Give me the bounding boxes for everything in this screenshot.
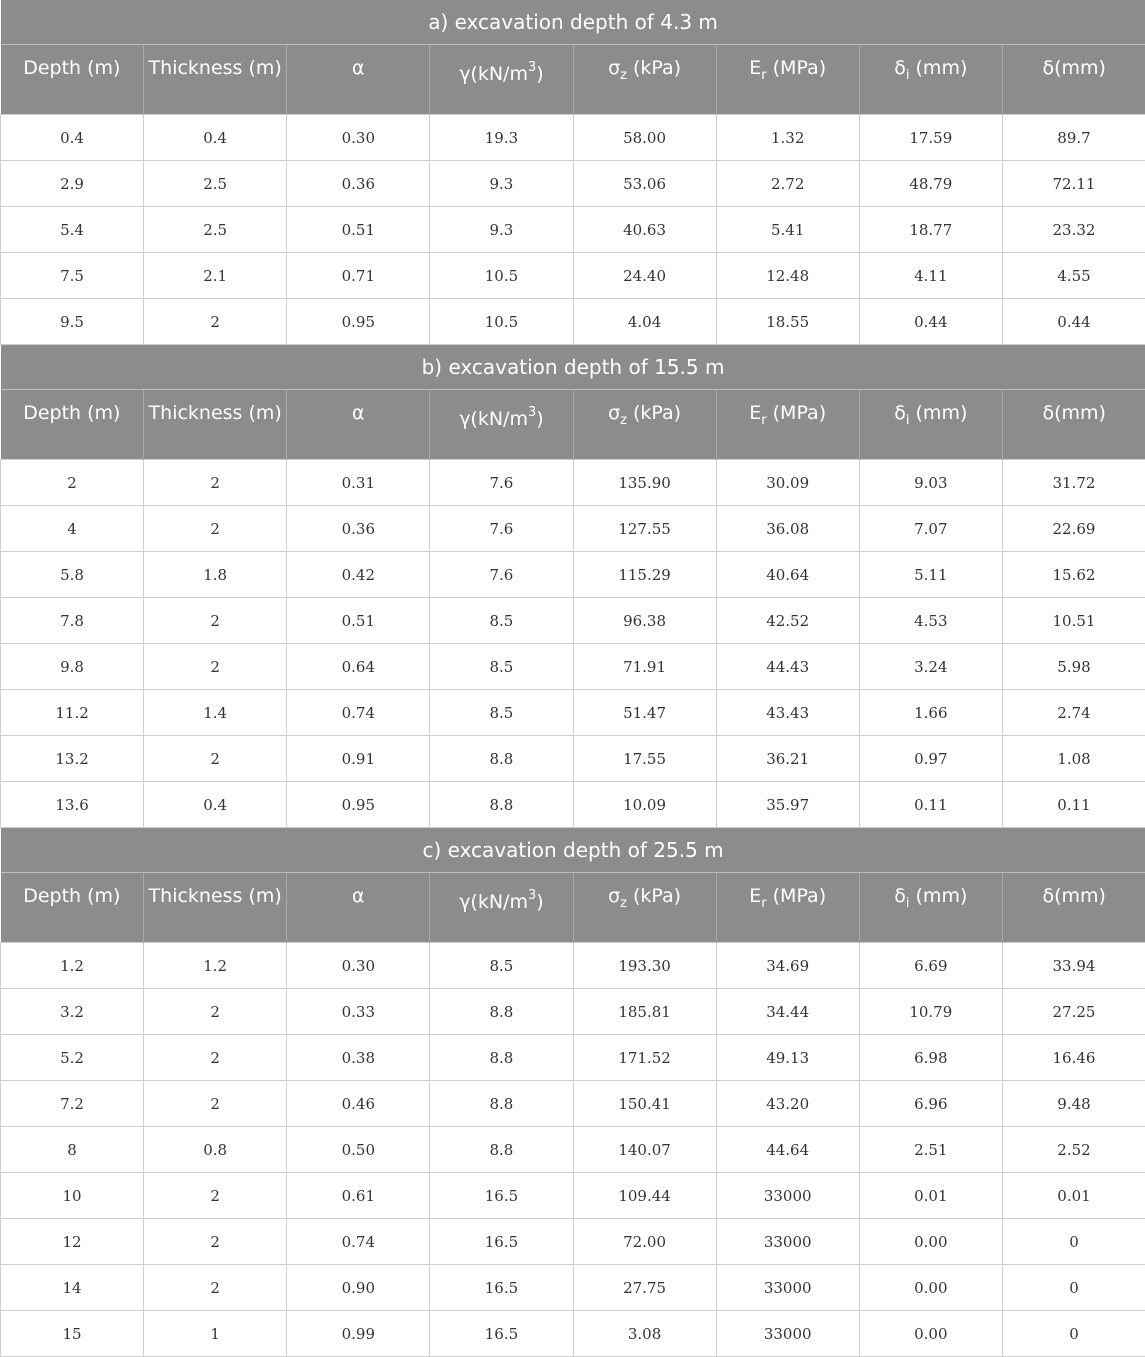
table-cell: 2 xyxy=(144,1081,287,1127)
table-cell: 193.30 xyxy=(573,943,716,989)
table-cell: 7.2 xyxy=(1,1081,144,1127)
table-cell: 2.72 xyxy=(716,161,859,207)
table-row xyxy=(1,1219,1145,1265)
table-cell: 2 xyxy=(144,460,287,506)
table-cell: 4.53 xyxy=(859,598,1002,644)
table-cell: 0.61 xyxy=(287,1173,430,1219)
table-cell: 0.74 xyxy=(287,690,430,736)
table-cell: 33000 xyxy=(716,1173,859,1219)
header-gamma: $\gamma(kN/m^3)$ xyxy=(430,873,573,943)
table-cell: 0.95 xyxy=(287,782,430,828)
header-sigma-z: $\sigma_z$ (kPa) xyxy=(573,873,716,943)
table-row xyxy=(1,1127,1145,1173)
table-cell: 5.2 xyxy=(1,1035,144,1081)
header-gamma: $\gamma(kN/m^3)$ xyxy=(430,390,573,460)
table-cell: 0.30 xyxy=(287,115,430,161)
table-cell: 18.55 xyxy=(716,299,859,345)
header-delta-i: $\delta_i$ (mm) xyxy=(859,45,1002,115)
table-cell: 0.71 xyxy=(287,253,430,299)
table-cell: 16.46 xyxy=(1002,1035,1145,1081)
header-delta-i: $\delta_i$ (mm) xyxy=(859,390,1002,460)
table-cell: 8.8 xyxy=(430,736,573,782)
table-cell: 2 xyxy=(144,989,287,1035)
table-cell: 44.64 xyxy=(716,1127,859,1173)
table-cell: 33.94 xyxy=(1002,943,1145,989)
table-cell: 0.01 xyxy=(1002,1173,1145,1219)
table-cell: 10 xyxy=(1,1173,144,1219)
header-gamma: $\gamma(kN/m^3)$ xyxy=(430,45,573,115)
table-cell: 33000 xyxy=(716,1311,859,1357)
table-row xyxy=(1,299,1145,345)
table-cell: 33000 xyxy=(716,1265,859,1311)
table-cell: 23.32 xyxy=(1002,207,1145,253)
table-cell: 10.09 xyxy=(573,782,716,828)
table-cell: 0.42 xyxy=(287,552,430,598)
table-cell: 4.11 xyxy=(859,253,1002,299)
table-cell: 2.5 xyxy=(144,161,287,207)
table-row xyxy=(1,253,1145,299)
table-cell: 12.48 xyxy=(716,253,859,299)
section-title-row xyxy=(1,345,1145,390)
table-cell: 14 xyxy=(1,1265,144,1311)
table-cell: 72.00 xyxy=(573,1219,716,1265)
table-cell: 0.50 xyxy=(287,1127,430,1173)
table-row xyxy=(1,460,1145,506)
table-row xyxy=(1,736,1145,782)
table-cell: 2.52 xyxy=(1002,1127,1145,1173)
table-cell: 1 xyxy=(144,1311,287,1357)
header-er: $E_r$ (MPa) xyxy=(716,390,859,460)
column-header-row xyxy=(1,390,1145,460)
table-cell: 2 xyxy=(144,299,287,345)
table-cell: 1.8 xyxy=(144,552,287,598)
table-cell: 0.00 xyxy=(859,1311,1002,1357)
table-row xyxy=(1,1311,1145,1357)
table-cell: 0.4 xyxy=(1,115,144,161)
table-cell: 2 xyxy=(1,460,144,506)
table-cell: 1.2 xyxy=(1,943,144,989)
section-title: b) excavation depth of 15.5 m xyxy=(1,345,1145,390)
table-row xyxy=(1,782,1145,828)
table-cell: 9.3 xyxy=(430,161,573,207)
table-cell: 16.5 xyxy=(430,1219,573,1265)
section-title-row xyxy=(1,0,1145,45)
table-cell: 0.95 xyxy=(287,299,430,345)
table-cell: 8.8 xyxy=(430,1081,573,1127)
table-cell: 8.5 xyxy=(430,943,573,989)
table-cell: 6.69 xyxy=(859,943,1002,989)
table-cell: 3.2 xyxy=(1,989,144,1035)
table-cell: 31.72 xyxy=(1002,460,1145,506)
table-cell: 1.4 xyxy=(144,690,287,736)
header-thickness: Thickness (m) xyxy=(144,873,287,943)
table-cell: 8.5 xyxy=(430,690,573,736)
header-sigma-z: $\sigma_z$ (kPa) xyxy=(573,45,716,115)
table-row xyxy=(1,506,1145,552)
table-cell: 2.1 xyxy=(144,253,287,299)
header-delta: δ(mm) xyxy=(1002,390,1145,460)
table-cell: 11.2 xyxy=(1,690,144,736)
column-header-row xyxy=(1,45,1145,115)
table-cell: 40.64 xyxy=(716,552,859,598)
table-cell: 135.90 xyxy=(573,460,716,506)
table-cell: 44.43 xyxy=(716,644,859,690)
header-delta: δ(mm) xyxy=(1002,45,1145,115)
header-delta: δ(mm) xyxy=(1002,873,1145,943)
table-cell: 2 xyxy=(144,1035,287,1081)
table-cell: 15 xyxy=(1,1311,144,1357)
table-cell: 35.97 xyxy=(716,782,859,828)
table-cell: 8.8 xyxy=(430,989,573,1035)
table-body xyxy=(1,0,1145,1357)
table-cell: 0.90 xyxy=(287,1265,430,1311)
table-cell: 7.6 xyxy=(430,460,573,506)
table-cell: 42.52 xyxy=(716,598,859,644)
table-cell: 19.3 xyxy=(430,115,573,161)
table-cell: 0.30 xyxy=(287,943,430,989)
table-cell: 24.40 xyxy=(573,253,716,299)
table-cell: 0.8 xyxy=(144,1127,287,1173)
table-cell: 1.08 xyxy=(1002,736,1145,782)
table-cell: 115.29 xyxy=(573,552,716,598)
table-cell: 140.07 xyxy=(573,1127,716,1173)
table-cell: 0.64 xyxy=(287,644,430,690)
section-title: a) excavation depth of 4.3 m xyxy=(1,0,1145,45)
table-cell: 0.11 xyxy=(859,782,1002,828)
table-cell: 5.98 xyxy=(1002,644,1145,690)
table-cell: 72.11 xyxy=(1002,161,1145,207)
table-cell: 9.3 xyxy=(430,207,573,253)
header-alpha: α xyxy=(287,45,430,115)
table-cell: 7.8 xyxy=(1,598,144,644)
table-cell: 10.5 xyxy=(430,299,573,345)
table-row xyxy=(1,161,1145,207)
table-cell: 36.21 xyxy=(716,736,859,782)
table-cell: 1.66 xyxy=(859,690,1002,736)
table-cell: 9.8 xyxy=(1,644,144,690)
table-cell: 8.8 xyxy=(430,782,573,828)
table-cell: 1.32 xyxy=(716,115,859,161)
header-alpha: α xyxy=(287,873,430,943)
section-title: c) excavation depth of 25.5 m xyxy=(1,828,1145,873)
table-cell: 0.74 xyxy=(287,1219,430,1265)
table-cell: 48.79 xyxy=(859,161,1002,207)
table-cell: 9.5 xyxy=(1,299,144,345)
table-cell: 0.00 xyxy=(859,1219,1002,1265)
header-depth: Depth (m) xyxy=(1,45,144,115)
table-cell: 0.01 xyxy=(859,1173,1002,1219)
table-cell: 7.6 xyxy=(430,506,573,552)
header-delta-i: $\delta_i$ (mm) xyxy=(859,873,1002,943)
table-cell: 13.2 xyxy=(1,736,144,782)
table-cell: 150.41 xyxy=(573,1081,716,1127)
table-cell: 5.11 xyxy=(859,552,1002,598)
table-cell: 0 xyxy=(1002,1311,1145,1357)
table-cell: 0.31 xyxy=(287,460,430,506)
table-cell: 0 xyxy=(1002,1265,1145,1311)
table-cell: 16.5 xyxy=(430,1173,573,1219)
table-cell: 8.8 xyxy=(430,1035,573,1081)
table-cell: 40.63 xyxy=(573,207,716,253)
table-cell: 17.59 xyxy=(859,115,1002,161)
table-cell: 2.51 xyxy=(859,1127,1002,1173)
table-cell: 96.38 xyxy=(573,598,716,644)
table-row xyxy=(1,943,1145,989)
table-row xyxy=(1,598,1145,644)
table-row xyxy=(1,1173,1145,1219)
table-cell: 2 xyxy=(144,644,287,690)
table-cell: 0.97 xyxy=(859,736,1002,782)
table-cell: 185.81 xyxy=(573,989,716,1035)
table-cell: 171.52 xyxy=(573,1035,716,1081)
table-cell: 10.79 xyxy=(859,989,1002,1035)
table-cell: 9.48 xyxy=(1002,1081,1145,1127)
table-cell: 0.51 xyxy=(287,207,430,253)
table-cell: 2 xyxy=(144,506,287,552)
table-cell: 36.08 xyxy=(716,506,859,552)
table-cell: 17.55 xyxy=(573,736,716,782)
table-cell: 4 xyxy=(1,506,144,552)
table-cell: 51.47 xyxy=(573,690,716,736)
table-cell: 5.4 xyxy=(1,207,144,253)
table-cell: 9.03 xyxy=(859,460,1002,506)
table-cell: 34.69 xyxy=(716,943,859,989)
table-cell: 127.55 xyxy=(573,506,716,552)
table-cell: 18.77 xyxy=(859,207,1002,253)
table-cell: 5.41 xyxy=(716,207,859,253)
table-cell: 16.5 xyxy=(430,1311,573,1357)
table-cell: 0.91 xyxy=(287,736,430,782)
table-cell: 2 xyxy=(144,1265,287,1311)
table-cell: 71.91 xyxy=(573,644,716,690)
table-cell: 2 xyxy=(144,1219,287,1265)
column-header-row xyxy=(1,873,1145,943)
table-cell: 2.74 xyxy=(1002,690,1145,736)
table-cell: 15.62 xyxy=(1002,552,1145,598)
table-cell: 16.5 xyxy=(430,1265,573,1311)
table-cell: 53.06 xyxy=(573,161,716,207)
table-cell: 1.2 xyxy=(144,943,287,989)
header-depth: Depth (m) xyxy=(1,873,144,943)
table-row xyxy=(1,115,1145,161)
table-cell: 4.55 xyxy=(1002,253,1145,299)
table-cell: 30.09 xyxy=(716,460,859,506)
table-row xyxy=(1,989,1145,1035)
section-title-row xyxy=(1,828,1145,873)
table-row xyxy=(1,644,1145,690)
table-cell: 8.8 xyxy=(430,1127,573,1173)
table-cell: 10.51 xyxy=(1002,598,1145,644)
header-thickness: Thickness (m) xyxy=(144,390,287,460)
table-row xyxy=(1,1081,1145,1127)
table-cell: 3.08 xyxy=(573,1311,716,1357)
table-row xyxy=(1,207,1145,253)
table-cell: 8 xyxy=(1,1127,144,1173)
table-cell: 2 xyxy=(144,598,287,644)
table-cell: 2 xyxy=(144,1173,287,1219)
header-depth: Depth (m) xyxy=(1,390,144,460)
table-cell: 2.9 xyxy=(1,161,144,207)
table-cell: 8.5 xyxy=(430,644,573,690)
table-cell: 0.11 xyxy=(1002,782,1145,828)
table-cell: 8.5 xyxy=(430,598,573,644)
table-cell: 58.00 xyxy=(573,115,716,161)
table-cell: 5.8 xyxy=(1,552,144,598)
table-cell: 2.5 xyxy=(144,207,287,253)
table-cell: 0.99 xyxy=(287,1311,430,1357)
table-cell: 0.38 xyxy=(287,1035,430,1081)
table-cell: 43.43 xyxy=(716,690,859,736)
table-cell: 89.7 xyxy=(1002,115,1145,161)
table-row xyxy=(1,1035,1145,1081)
table-cell: 7.5 xyxy=(1,253,144,299)
table-cell: 34.44 xyxy=(716,989,859,1035)
header-er: $E_r$ (MPa) xyxy=(716,45,859,115)
table-cell: 49.13 xyxy=(716,1035,859,1081)
table-cell: 0.4 xyxy=(144,782,287,828)
table-cell: 0.36 xyxy=(287,506,430,552)
table-cell: 12 xyxy=(1,1219,144,1265)
table-cell: 2 xyxy=(144,736,287,782)
table-cell: 27.25 xyxy=(1002,989,1145,1035)
table-cell: 0.46 xyxy=(287,1081,430,1127)
header-er: $E_r$ (MPa) xyxy=(716,873,859,943)
table-cell: 6.96 xyxy=(859,1081,1002,1127)
table-cell: 0.4 xyxy=(144,115,287,161)
table-cell: 6.98 xyxy=(859,1035,1002,1081)
table-cell: 0.36 xyxy=(287,161,430,207)
table-cell: 109.44 xyxy=(573,1173,716,1219)
table-cell: 7.07 xyxy=(859,506,1002,552)
table-cell: 0.44 xyxy=(1002,299,1145,345)
table-cell: 0.51 xyxy=(287,598,430,644)
table-cell: 4.04 xyxy=(573,299,716,345)
table-row xyxy=(1,690,1145,736)
table-cell: 33000 xyxy=(716,1219,859,1265)
table-cell: 10.5 xyxy=(430,253,573,299)
table-row xyxy=(1,1265,1145,1311)
header-sigma-z: $\sigma_z$ (kPa) xyxy=(573,390,716,460)
table-cell: 0.00 xyxy=(859,1265,1002,1311)
table-cell: 0.44 xyxy=(859,299,1002,345)
header-alpha: α xyxy=(287,390,430,460)
header-thickness: Thickness (m) xyxy=(144,45,287,115)
table-row xyxy=(1,552,1145,598)
table-cell: 0 xyxy=(1002,1219,1145,1265)
table-cell: 43.20 xyxy=(716,1081,859,1127)
table-cell: 13.6 xyxy=(1,782,144,828)
table-cell: 7.6 xyxy=(430,552,573,598)
table-cell: 22.69 xyxy=(1002,506,1145,552)
table-cell: 27.75 xyxy=(573,1265,716,1311)
table-cell: 0.33 xyxy=(287,989,430,1035)
table-cell: 3.24 xyxy=(859,644,1002,690)
